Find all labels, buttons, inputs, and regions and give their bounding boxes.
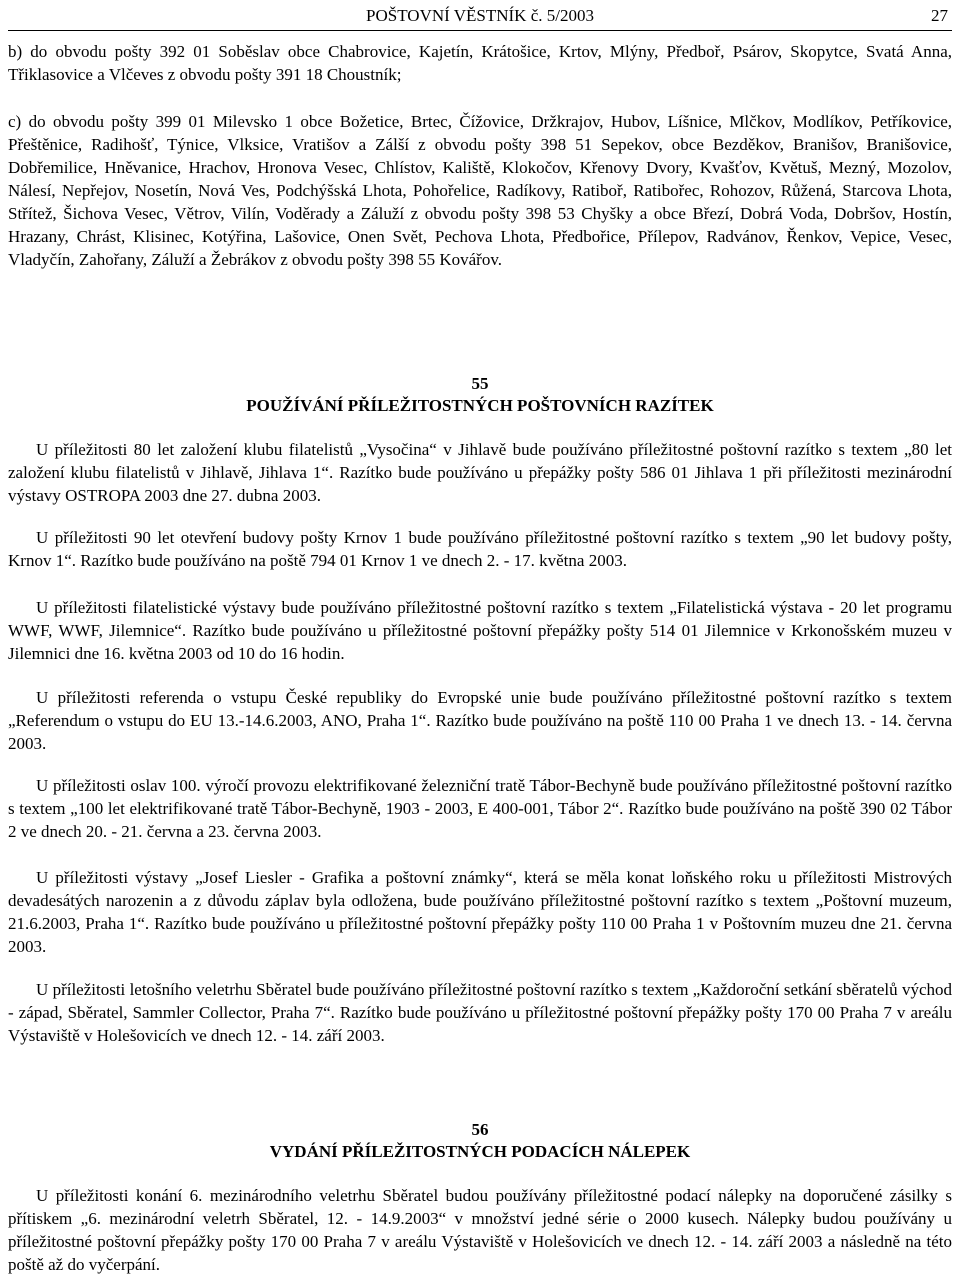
item-b: b) do obvodu pošty 392 01 Soběslav obce Chabrovice, Kajetín, Krátošice, Krtov, Mlýny, Předboř, Psárov, Skopytce, Svatá Anna, Třiklasovice a Vlčeves z obvodu pošty 391 18 Choustník; bbox=[8, 42, 952, 84]
section-56-title: VYDÁNÍ PŘÍLEŽITOSTNÝCH PODACÍCH NÁLEPEK bbox=[269, 1142, 691, 1161]
section-55-title: POUŽÍVÁNÍ PŘÍLEŽITOSTNÝCH POŠTOVNÍCH RAZÍTEK bbox=[246, 396, 714, 415]
paragraph-tabor: U příležitosti oslav 100. výročí provozu elektrifikované železniční tratě Tábor-Bechyně bude používáno příležitostné poštovní razítko s textem „100 let elektrifikované tratě Tábor-Bechyně, 1903 - 2003, E 400-001, Tábor 2“. Razítko bude používáno na poště 390 02 Tábor 2 ve dnech 20. - 21. června a 23. června 2003. bbox=[8, 776, 952, 841]
page-number: 27 bbox=[931, 6, 948, 25]
paragraph-referendum: U příležitosti referenda o vstupu České republiky do Evropské unie bude používáno příležitostné poštovní razítko s textem „Referendum o vstupu do EU 13.-14.6.2003, ANO, Praha 1“. Razítko bude používáno na poště 110 00 Praha 1 ve dnech 13. - 14. června 2003. bbox=[8, 688, 952, 753]
item-c: c) do obvodu pošty 399 01 Milevsko 1 obce Božetice, Brtec, Čížovice, Držkrajov, Hubov, Líšnice, Mlčkov, Modlíkov, Petříkovice, Přeštěnice, Radihošť, Týnice, Vlksice, Vratišov a Zálší z obvodu pošty 398 51 Sepekov, obce Bezděkov, Branišov, Branišovice, Dobřemilice, Hněvanice, Hrachov, Hronova Vesec, Chlístov, Kaliště, Klokočov, Křenovy Dvory, Kvašťov, Květuš, Mezný, Mozolov, Nálesí, Nepřejov, Nosetín, Nová Ves, Podchýšská Lhota, Pohořelice, Radíkovy, Ratiboř, Ratibořec, Rohozov, Růžená, Starcova Lhota, Střítež, Šichova Vesec, Větrov, Vilín, Voděrady a Záluží z obvodu pošty 398 53 Chyšky a obce Březí, Dobrá Voda, Dobršov, Hostín, Hrazany, Chrást, Klisinec, Kotýřina, Lašovice, Onen Svět, Pechova Lhota, Předbořice, Přílepov, Radvánov, Řenkov, Vepice, Vesec, Vladyčín, Zahořany, Záluží a Žebrákov z obvodu pošty 398 55 Kovářov. bbox=[8, 112, 952, 269]
paragraph-nalepky: U příležitosti konání 6. mezinárodního veletrhu Sběratel budou používány příležitostné podací nálepky na doporučené zásilky s přítiskem „6. mezinárodní veletrh Sběratel, 12. - 14.9.2003“ v množství jedné série o 2000 kusech. Nálepky budou používány u příležitostné poštovní přepážky pošty 170 00 Praha 7 v areálu Výstaviště v Holešovicích ve dnech 12. - 14. září 2003 a následně na této poště až do vyčerpání. bbox=[8, 1186, 952, 1274]
page-header bbox=[8, 4, 952, 31]
journal-title: POŠTOVNÍ VĚSTNÍK č. 5/2003 bbox=[366, 6, 594, 25]
section-55-number: 55 bbox=[471, 374, 489, 393]
paragraph-liesler: U příležitosti výstavy „Josef Liesler - Grafika a poštovní známky“, která se měla konat loňského roku u příležitosti Mistrových devadesátých narozenin a z důvodu záplav byla odložena, bude používáno příležitostné poštovní razítko s textem „Poštovní muzeum, 21.6.2003, Praha 1“. Razítko bude používáno u příležitostné poštovní přepážky pošty 110 00 Praha 1 v Poštovním muzeu dne 21. června 2003. bbox=[8, 868, 952, 956]
paragraph-krnov: U příležitosti 90 let otevření budovy pošty Krnov 1 bude používáno příležitostné poštovní razítko s textem „90 let budovy pošty, Krnov 1“. Razítko bude používáno na poště 794 01 Krnov 1 ve dnech 2. - 17. května 2003. bbox=[8, 528, 952, 570]
section-56-number: 56 bbox=[471, 1120, 489, 1139]
paragraph-jilemnice: U příležitosti filatelistické výstavy bude používáno příležitostné poštovní razítko s textem „Filatelistická výstava - 20 let programu WWF, WWF, Jilemnice“. Razítko bude používáno u příležitostné poštovní přepážky pošty 514 01 Jilemnice v Krkonošském muzeu v Jilemnici dne 16. května 2003 od 10 do 16 hodin. bbox=[8, 598, 952, 663]
paragraph-sberatel: U příležitosti letošního veletrhu Sběratel bude používáno příležitostné poštovní razítko s textem „Každoroční setkání sběratelů východ - západ, Sběratel, Sammler Collector, Praha 7“. Razítko bude používáno u příležitostné poštovní přepážky pošty 170 00 Praha 7 v areálu Výstaviště v Holešovicích ve dnech 12. - 14. září 2003. bbox=[8, 980, 952, 1045]
paragraph-jihlava: U příležitosti 80 let založení klubu filatelistů „Vysočina“ v Jihlavě bude používáno příležitostné poštovní razítko s textem „80 let založení klubu filatelistů v Jihlavě, Jihlava 1“. Razítko bude používáno u přepážky pošty 586 01 Jihlava 1 při příležitosti mezinárodní výstavy OSTROPA 2003 dne 27. dubna 2003. bbox=[8, 440, 952, 505]
